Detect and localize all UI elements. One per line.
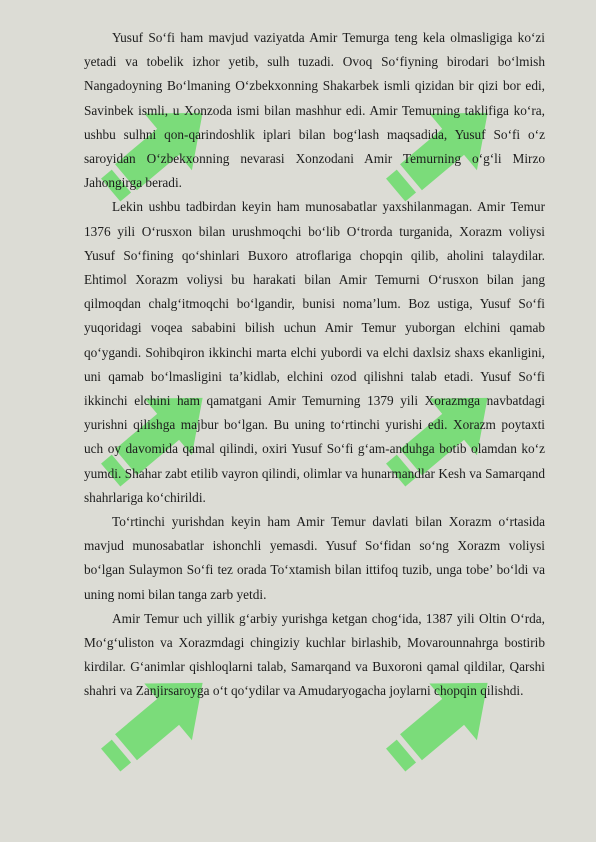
paragraph: To‘rtinchi yurishdan keyin ham Amir Temur davlati bilan Xorazm o‘rtasida mavjud munosabatlar ishonchli yemasdi. Yusuf So‘fidan so‘ng Xorazm voliysi bo‘lgan Sulaymon So‘fi tez orada To‘xtamish bilan ittifoq tuzib, unga tobe’ bo‘ldi va uning nomi bilan tanga zarb yetdi. <box>84 514 545 602</box>
paragraph: Lekin ushbu tadbirdan keyin ham munosabatlar yaxshilanmagan. Amir Temur 1376 yili O‘rusxon bilan urushmoqchi bo‘lib O‘trorda turganida, Xorazm voliysi Yusuf So‘fining qo‘shinlari Buxoro atroflariga chopqin qilib, aholini talaydilar. Ehtimol Xorazm voliysi bu harakati bilan Amir Temurni O‘rusxon bilan jang qilmoqdan chalg‘itmoqchi bo‘lgandir, bunisi noma’lum. Boz ustiga, Yusuf So‘fi yuqoridagi voqea sababini bilish uchun Amir Temur yuborgan elchini qamab qo‘ygandi. Sohibqiron ikkinchi marta elchi yubordi va elchi daxlsiz shaxs ekanligini, uni qamab bo‘lmasligini ta’kidlab, elchini ozod qilishni talab etadi. Yusuf So‘fi ikkinchi elchini ham qamatgani Amir Temurning 1379 yili Xorazmga navbatdagi yurishni qilishga majbur bo‘lgan. Bu uning to‘rtinchi yurishi edi. Xorazm poytaxti uch oy davomida qamal qilindi, oxiri Yusuf So‘fi g‘am-anduhga botib olamdan ko‘z yumdi. Shahar zabt etilib vayron qilindi, olimlar va hunarmandlar Kesh va Samarqand shahrlariga ko‘chirildi. <box>84 199 545 505</box>
body-text <box>84 26 545 704</box>
paragraph: Amir Temur uch yillik g‘arbiy yurishga ketgan chog‘ida, 1387 yili Oltin O‘rda, Mo‘g‘uliston va Xorazmdagi chingiziy kuchlar birlashib, Movarounnahrga bostirib kirdilar. G‘animlar qishloqlarni talab, Samarqand va Buxoroni qamal qildilar, Qarshi shahri va Zanjirsaroyga o‘t qo‘ydilar va Amudaryogacha joylarni chopqin qilishdi. <box>84 610 545 699</box>
paragraph: Yusuf So‘fi ham mavjud vaziyatda Amir Temurga teng kela olmasligiga ko‘zi yetadi va tobelik izhor yetib, sulh tuzadi. Ovoq So‘fiyning birodari bo‘lmish Nangadoyning Bo‘lmaning O‘zbekxonning Shakarbek ismli qizidan bir qizi bor edi, Savinbek ismli, u Xonzoda ismi bilan mashhur edi. Amir Temurning taklifiga ko‘ra, ushbu sulhni qon-qarindoshlik iplari bilan bog‘lash maqsadida, Yusuf So‘fi o‘z saroyidan O‘zbekxonning nevarasi Xonzodani Amir Temurning o‘g‘li Mirzo Jahongirga beradi. <box>84 30 545 191</box>
